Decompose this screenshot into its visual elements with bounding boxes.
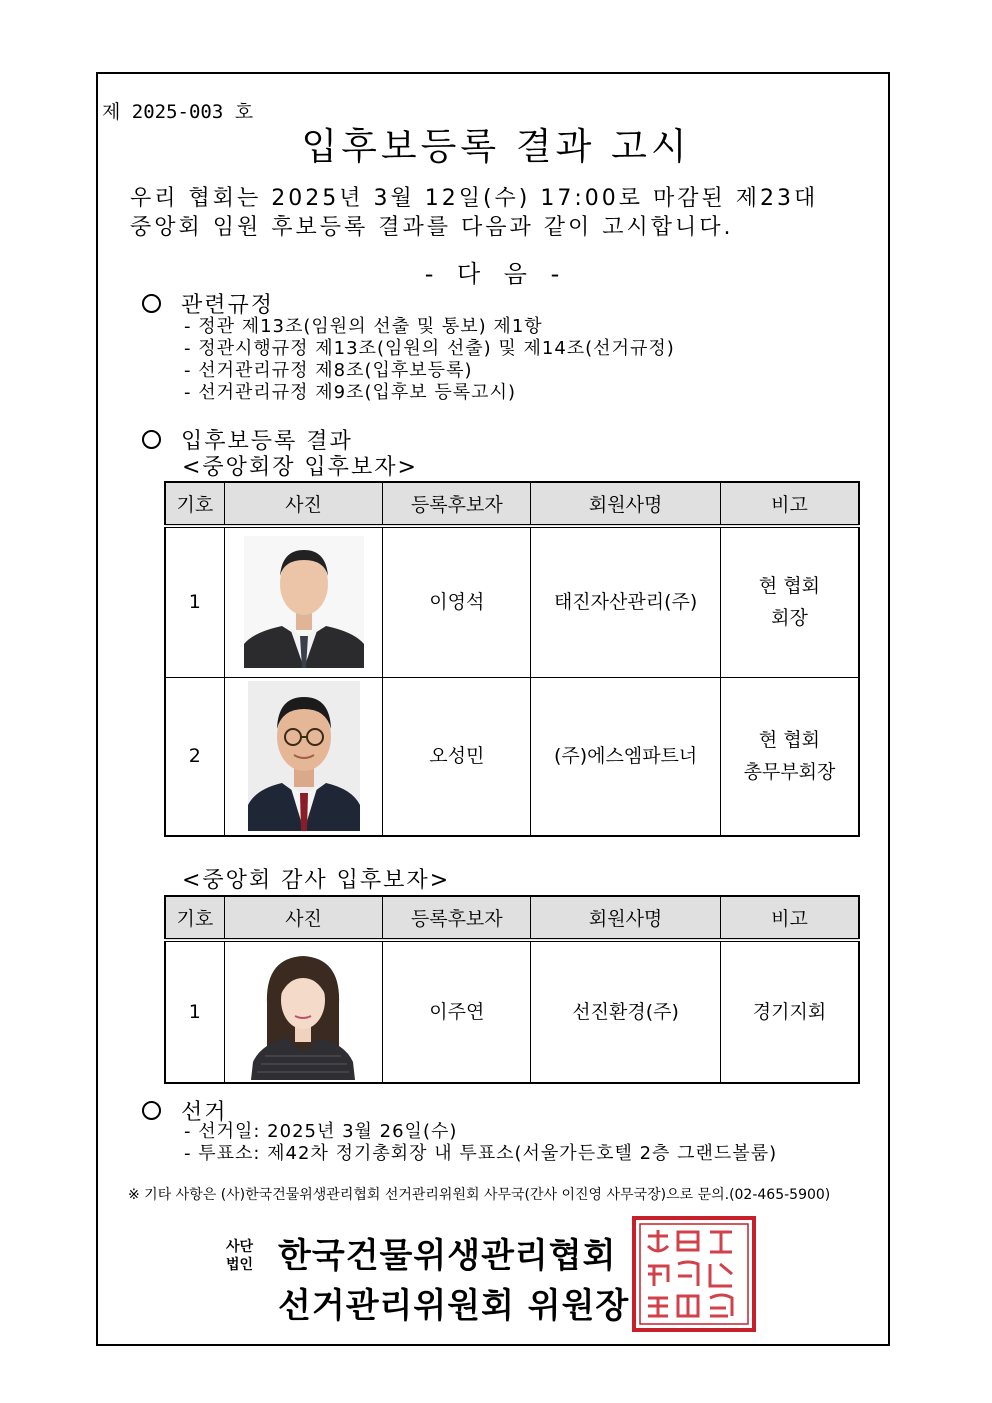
table-header-row: [165, 482, 859, 526]
remark-line-1: 현 협회: [758, 575, 821, 598]
candidate-remark: [720, 677, 859, 836]
table-row: [165, 940, 859, 1083]
candidate-number: 1: [165, 526, 224, 677]
candidate-photo-cell: [224, 677, 383, 836]
regulation-item: - 선거관리규정 제9조(입후보 등록고시): [184, 382, 516, 403]
candidate-company: 선진환경(주): [531, 940, 721, 1083]
auditor-candidates-heading: <중앙회 감사 입후보자>: [182, 868, 451, 893]
col-header-candidate: 등록후보자: [383, 482, 531, 526]
circle-bullet-icon: [142, 294, 161, 313]
intro-line-2: 중앙회 임원 후보등록 결과를 다음과 같이 고시합니다.: [130, 215, 734, 240]
candidate-number: 2: [165, 677, 224, 836]
candidate-number: 1: [165, 940, 224, 1083]
col-header-company: 회원사명: [531, 482, 721, 526]
candidate-photo: [248, 681, 360, 831]
remark-line-2: 총무부회장: [743, 761, 836, 784]
col-header-photo: 사진: [224, 482, 383, 526]
col-header-number: 기호: [165, 482, 224, 526]
regulation-item: - 선거관리규정 제8조(입후보등록): [184, 360, 473, 381]
col-header-number: 기호: [165, 896, 224, 940]
candidate-photo: [247, 944, 359, 1080]
candidate-remark: 경기지회: [720, 940, 859, 1083]
regulations-heading-text: 관련규정: [181, 293, 275, 318]
document-title: 입후보등록 결과 고시: [301, 125, 691, 168]
circle-bullet-icon: [142, 1101, 161, 1120]
candidate-name: 오성민: [383, 677, 531, 836]
candidate-company: (주)에스엠파트너: [531, 677, 721, 836]
candidate-photo-cell: [224, 940, 383, 1083]
committee-chair: 선거관리위원회 위원장: [278, 1286, 630, 1326]
col-header-candidate: 등록후보자: [383, 896, 531, 940]
organization-name: 한국건물위생관리협회: [278, 1236, 617, 1276]
corporation-label-line-2: 법인: [226, 1257, 254, 1273]
president-candidates-table: [164, 481, 860, 837]
election-place: - 투표소: 제42차 정기총회장 내 투표소(서울가든호텔 2층 그랜드볼룸): [184, 1143, 778, 1164]
regulation-item: - 정관 제13조(임원의 선출 및 통보) 제1항: [184, 316, 543, 337]
candidate-photo-cell: [224, 526, 383, 677]
regulation-item: - 정관시행규정 제13조(임원의 선출) 및 제14조(선거규정): [184, 338, 675, 359]
col-header-photo: 사진: [224, 896, 383, 940]
election-heading-text: 선거: [181, 1100, 228, 1125]
daum-heading: - 다 음 -: [424, 260, 568, 288]
president-candidates-heading: <중앙회장 입후보자>: [182, 455, 418, 480]
candidate-photo: [244, 536, 364, 668]
col-header-remark: 비고: [720, 896, 859, 940]
table-header-row: [165, 896, 859, 940]
circle-bullet-icon: [142, 430, 161, 449]
document-number: 제 2025-003 호: [102, 101, 254, 123]
table-row: [165, 526, 859, 677]
election-date: - 선거일: 2025년 3월 26일(수): [184, 1121, 458, 1142]
regulations-heading: [142, 288, 274, 319]
col-header-remark: 비고: [720, 482, 859, 526]
contact-note: ※ 기타 사항은 (사)한국건물위생관리협회 선거관리위원회 사무국(간사 이진영 사무국장)으로 문의.(02-465-5900): [128, 1187, 831, 1203]
intro-line-1: 우리 협회는 2025년 3월 12일(수) 17:00로 마감된 제23대: [130, 186, 819, 211]
candidate-remark: [720, 526, 859, 677]
official-seal-icon: [632, 1216, 756, 1332]
auditor-candidates-table: [164, 895, 860, 1084]
candidate-company: 태진자산관리(주): [531, 526, 721, 677]
corporation-label-line-1: 사단: [226, 1239, 254, 1255]
results-heading-text: 입후보등록 결과: [181, 429, 353, 454]
col-header-company: 회원사명: [531, 896, 721, 940]
candidate-name: 이영석: [383, 526, 531, 677]
remark-line-2: 회장: [771, 607, 808, 630]
candidate-name: 이주연: [383, 940, 531, 1083]
remark-line-1: 현 협회: [758, 729, 821, 752]
table-row: [165, 677, 859, 836]
corporation-label: [226, 1238, 253, 1274]
